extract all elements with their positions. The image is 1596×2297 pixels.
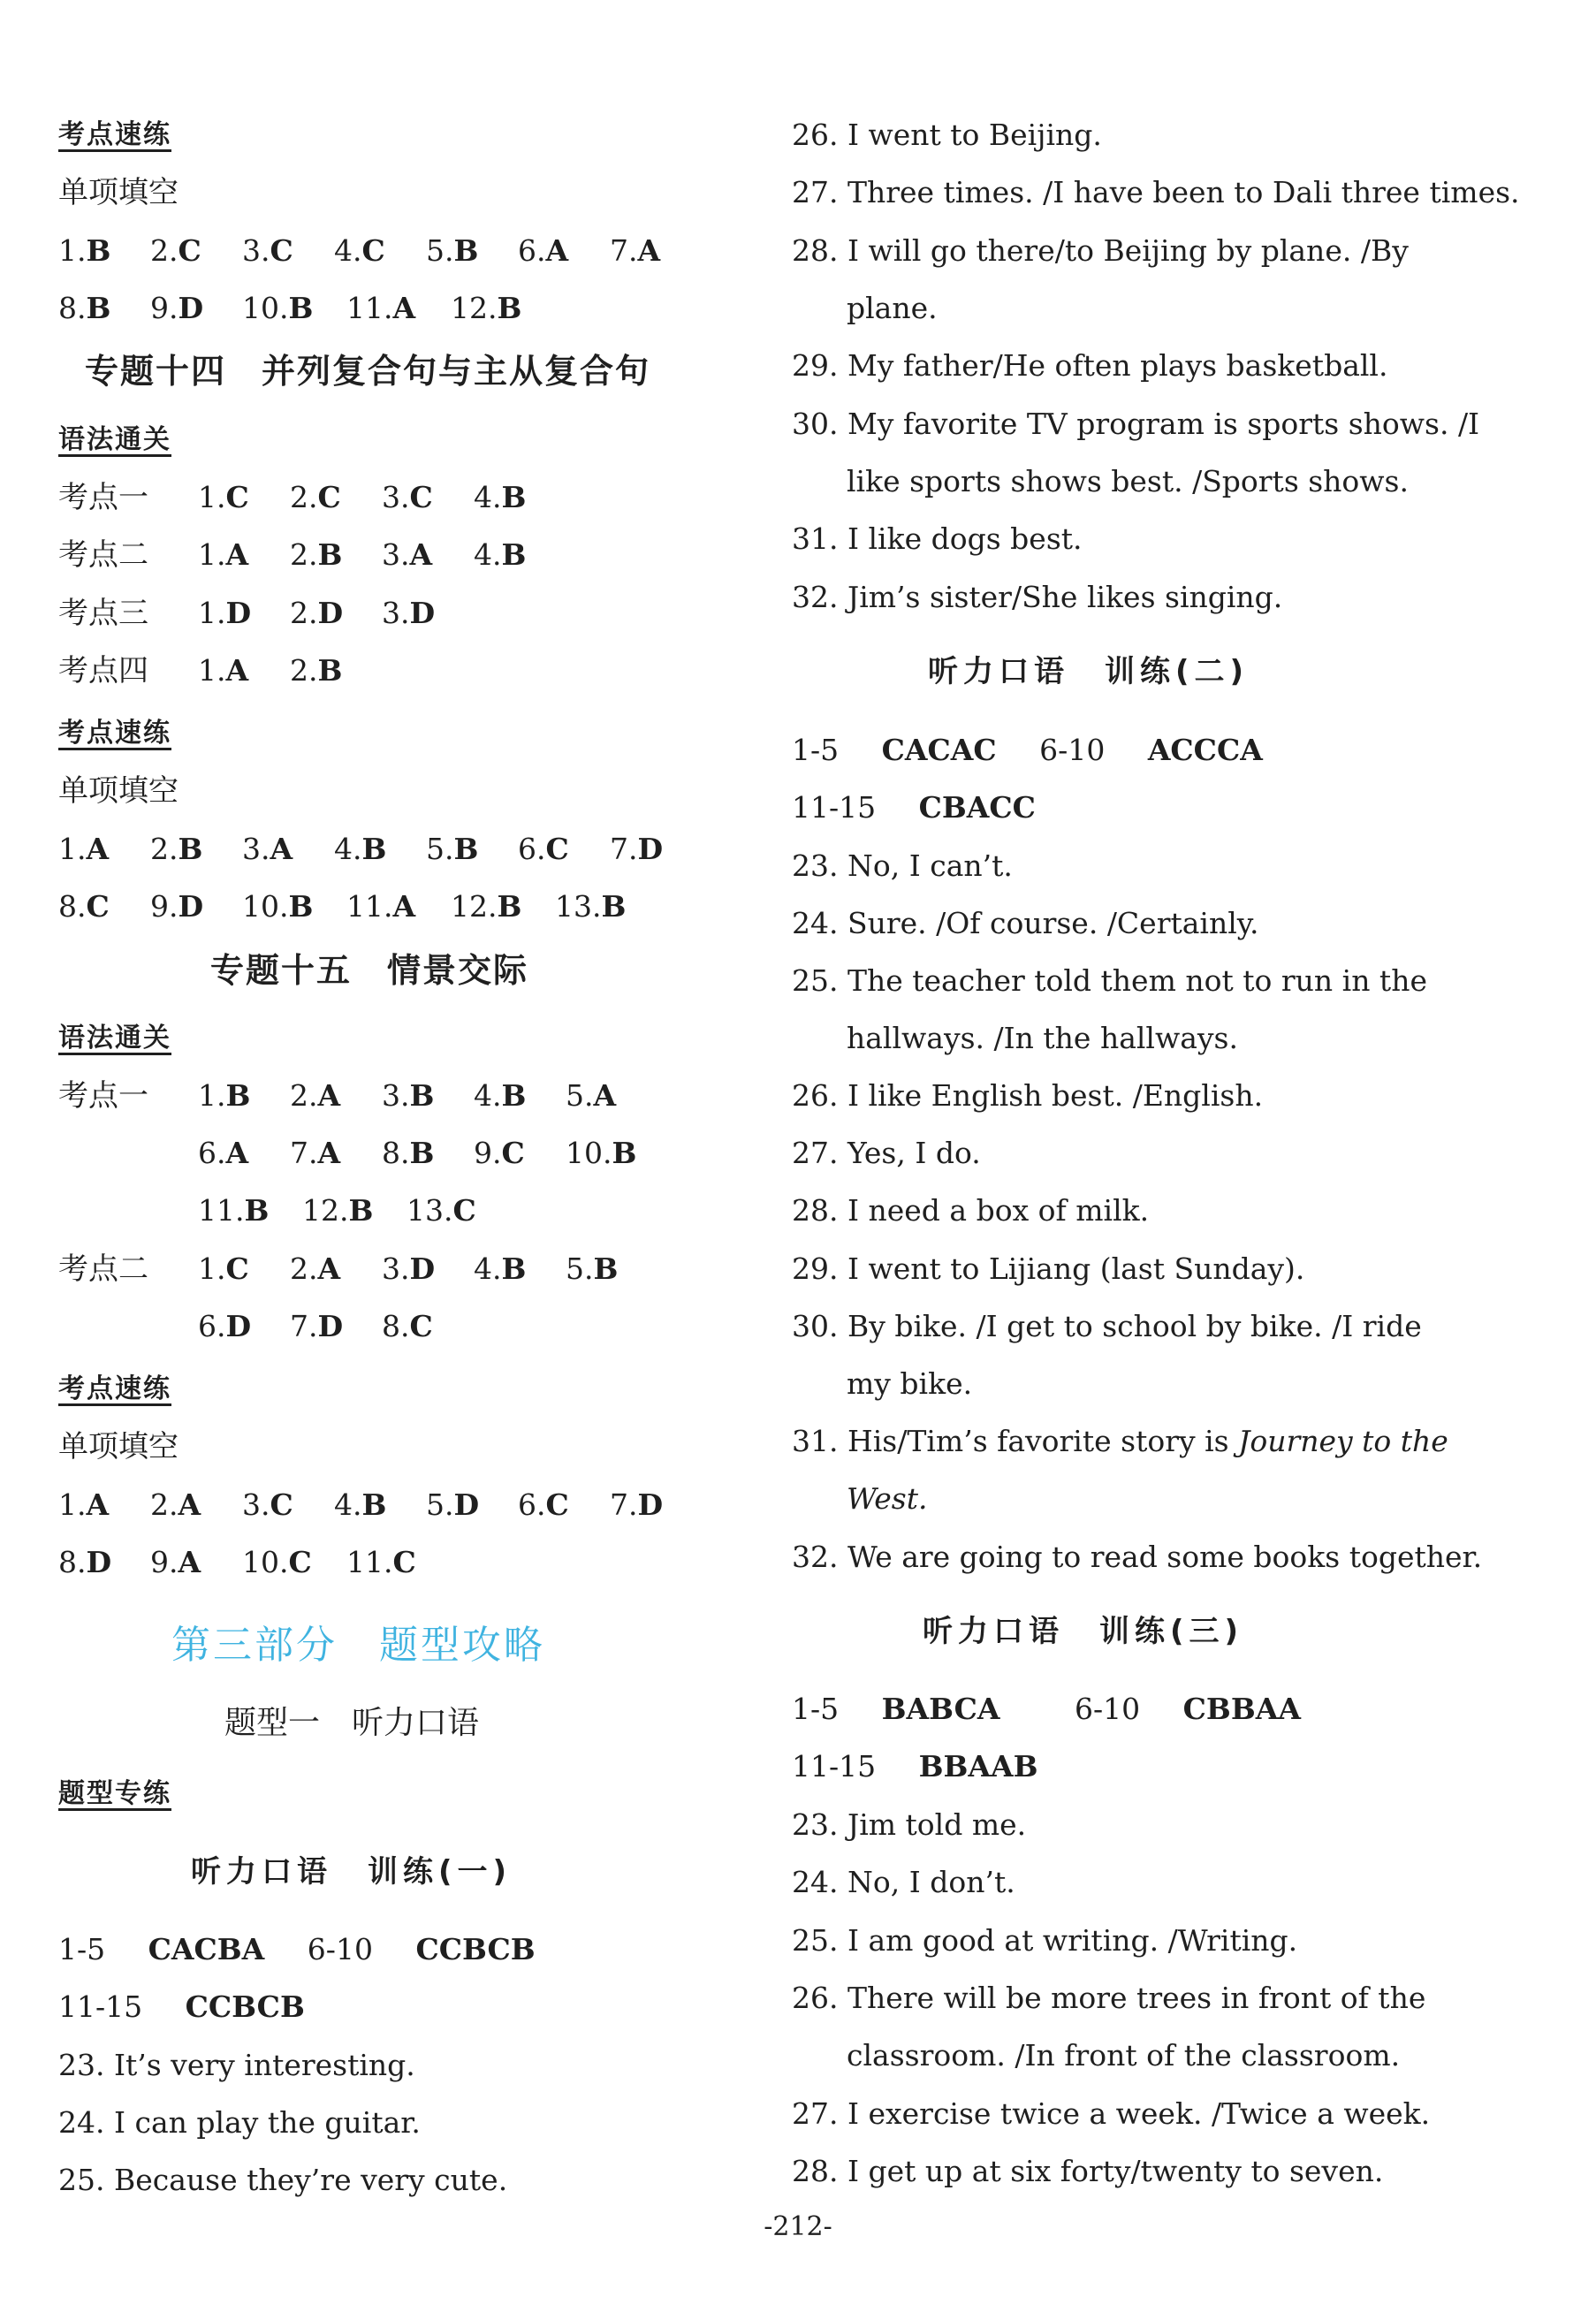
- item-answer: A: [392, 889, 416, 924]
- item-answer: B: [225, 1078, 251, 1113]
- point-label: 考点四: [58, 653, 148, 688]
- item-answer: B: [409, 1136, 435, 1170]
- item-answer: B: [86, 291, 111, 325]
- answer-line: 27. I exercise twice a week. /Twice a week.: [792, 2096, 1431, 2131]
- item-number: 8.: [382, 1136, 410, 1170]
- item-number: 11.: [346, 291, 393, 325]
- answer-line: 26. I went to Beijing.: [792, 118, 1102, 152]
- answer-item: [242, 832, 293, 867]
- item-answer: A: [225, 537, 249, 572]
- answer-letters: ACCCA: [1147, 733, 1263, 767]
- answer-item: [198, 1251, 249, 1287]
- answer-item: [58, 291, 110, 326]
- item-answer: C: [270, 1487, 293, 1522]
- item-number: 10.: [242, 291, 289, 325]
- answer-item: [382, 596, 435, 631]
- answer-line-continued: [847, 1481, 927, 1517]
- answer-item: [346, 889, 415, 924]
- item-number: 2.: [150, 233, 179, 268]
- answer-letters: CACBA: [148, 1932, 265, 1966]
- item-answer: B: [501, 1251, 527, 1286]
- answer-item: [610, 233, 660, 269]
- topic-title: 专题十五 情景交际: [210, 951, 529, 990]
- item-answer: C: [317, 480, 341, 514]
- section-header: 语法通关: [58, 424, 171, 455]
- item-number: 10.: [242, 889, 289, 924]
- item-number: 1.: [198, 537, 226, 572]
- range-label: 6-10: [1039, 733, 1106, 767]
- item-answer: B: [86, 233, 111, 268]
- point-label: 考点三: [58, 596, 148, 631]
- range-label: 1-5: [58, 1932, 106, 1966]
- item-number: 2.: [150, 1487, 179, 1522]
- item-number: 1.: [58, 1487, 87, 1522]
- item-number: 1.: [198, 1251, 226, 1286]
- answer-row: [792, 1749, 1038, 1784]
- answer-line: 27. Three times. /I have been to Dali three times.: [792, 175, 1520, 209]
- answer-item: [566, 1078, 616, 1114]
- item-number: 8.: [382, 1309, 410, 1343]
- item-answer: D: [225, 596, 252, 630]
- answer-item: [242, 889, 313, 924]
- item-number: 3.: [382, 480, 410, 514]
- item-number: 7.: [610, 832, 638, 866]
- answer-item: [407, 1193, 476, 1228]
- item-answer: B: [244, 1193, 270, 1228]
- item-answer: C: [361, 233, 385, 268]
- point-label: 考点二: [58, 1251, 148, 1287]
- item-number: 3.: [382, 1078, 410, 1113]
- item-number: 2.: [290, 653, 318, 688]
- item-number: 6.: [518, 1487, 546, 1522]
- item-answer: A: [317, 1136, 341, 1170]
- item-answer: B: [317, 653, 343, 688]
- item-number: 4.: [474, 480, 502, 514]
- answer-line: 25. I am good at writing. /Writing.: [792, 1923, 1298, 1958]
- item-number: 8.: [58, 1545, 87, 1579]
- answer-item: [198, 596, 251, 631]
- answer-line: 32. Jim’s sister/She likes singing.: [792, 580, 1283, 614]
- item-number: 8.: [58, 889, 87, 924]
- answer-letters: CBBAA: [1182, 1692, 1301, 1726]
- item-answer: A: [593, 1078, 617, 1113]
- range-label: 11-15: [792, 1749, 877, 1784]
- item-number: 10.: [566, 1136, 612, 1170]
- item-answer: D: [317, 596, 344, 630]
- answer-item: [198, 1136, 248, 1171]
- answer-item: [451, 889, 521, 924]
- item-answer: B: [178, 832, 203, 866]
- training-title: 听力口语 训练(一): [191, 1854, 513, 1890]
- item-number: 12.: [451, 291, 498, 325]
- answer-item: [150, 889, 203, 924]
- item-number: 11.: [198, 1193, 245, 1228]
- answer-line: [792, 1424, 1448, 1459]
- answer-item: [382, 1251, 435, 1287]
- item-number: 1.: [198, 653, 226, 688]
- answer-item: [346, 291, 415, 326]
- item-number: 1.: [58, 233, 87, 268]
- item-number: 2.: [290, 480, 318, 514]
- answer-letters: CCBCB: [415, 1932, 536, 1966]
- item-number: 9.: [150, 291, 179, 325]
- range-label: 11-15: [58, 1989, 143, 2024]
- answer-item: [334, 233, 385, 269]
- answer-item: [198, 537, 248, 573]
- answer-item: [566, 1136, 636, 1171]
- answer-line: 25. The teacher told them not to run in the: [792, 963, 1427, 998]
- section-header: 语法通关: [58, 1023, 171, 1053]
- answer-line: 23. It’s very interesting.: [58, 2048, 415, 2082]
- item-number: 4.: [334, 1487, 362, 1522]
- item-answer: A: [637, 233, 661, 268]
- item-answer: C: [409, 480, 433, 514]
- item-number: 4.: [474, 1078, 502, 1113]
- answer-letters: BABCA: [881, 1692, 1000, 1726]
- item-answer: C: [86, 889, 110, 924]
- answer-item: [150, 233, 201, 269]
- item-answer: C: [270, 233, 293, 268]
- answer-item: [198, 653, 248, 688]
- answer-letters: CACAC: [881, 733, 997, 767]
- answer-item: [242, 291, 313, 326]
- answer-item: [290, 1309, 343, 1344]
- range-label: 1-5: [792, 733, 840, 767]
- item-answer: A: [317, 1078, 341, 1113]
- answer-item: [382, 1136, 434, 1171]
- item-number: 6.: [198, 1309, 226, 1343]
- item-number: 1.: [198, 480, 226, 514]
- answer-item: [555, 889, 626, 924]
- item-answer: C: [501, 1136, 525, 1170]
- answer-item: [382, 1078, 434, 1114]
- item-number: 2.: [290, 537, 318, 572]
- point-label: 考点一: [58, 480, 148, 515]
- answer-line: 28. I need a box of milk.: [792, 1193, 1150, 1228]
- item-answer: A: [178, 1545, 201, 1579]
- item-number: 2.: [290, 1078, 318, 1113]
- answer-item: [382, 480, 433, 515]
- answer-row: [792, 1692, 1301, 1727]
- item-answer: B: [348, 1193, 374, 1228]
- answer-line: 29. I went to Lijiang (last Sunday).: [792, 1251, 1305, 1286]
- item-answer: B: [593, 1251, 619, 1286]
- item-number: 6.: [518, 233, 546, 268]
- item-number: 7.: [610, 1487, 638, 1522]
- item-answer: A: [86, 832, 110, 866]
- item-answer: D: [637, 832, 664, 866]
- item-answer: B: [453, 233, 479, 268]
- range-label: 11-15: [792, 790, 877, 825]
- book-title: Journey to the: [1238, 1424, 1448, 1458]
- item-number: 2.: [290, 1251, 318, 1286]
- item-number: 4.: [334, 233, 362, 268]
- item-answer: D: [225, 1309, 252, 1343]
- subsection-title: 单项填空: [58, 175, 179, 210]
- answer-item: [198, 480, 249, 515]
- item-answer: A: [178, 1487, 201, 1522]
- item-answer: C: [545, 832, 569, 866]
- item-answer: B: [288, 889, 314, 924]
- subsection-title: 单项填空: [58, 1429, 179, 1464]
- answer-item: [426, 1487, 479, 1523]
- answer-item: [474, 480, 526, 515]
- answer-line-continued: hallways. /In the hallways.: [847, 1021, 1238, 1055]
- item-number: 5.: [426, 233, 454, 268]
- answer-row: [792, 790, 1036, 825]
- item-number: 7.: [290, 1309, 318, 1343]
- answer-item: [290, 1078, 340, 1114]
- answer-item: [58, 1545, 111, 1580]
- item-number: 4.: [474, 1251, 502, 1286]
- section-header: 题型专练: [58, 1778, 171, 1809]
- answer-letters: CCBCB: [185, 1989, 305, 2024]
- answer-item: [566, 1251, 618, 1287]
- item-answer: C: [225, 480, 249, 514]
- item-number: 9.: [150, 1545, 179, 1579]
- item-answer: C: [178, 233, 201, 268]
- answer-item: [242, 1545, 312, 1580]
- item-answer: B: [501, 537, 527, 572]
- answer-item: [382, 537, 432, 573]
- item-number: 3.: [382, 537, 410, 572]
- item-answer: A: [545, 233, 569, 268]
- answer-item: [242, 1487, 293, 1523]
- item-number: 6.: [198, 1136, 226, 1170]
- item-number: 13.: [407, 1193, 453, 1228]
- answer-item: [610, 1487, 663, 1523]
- topic-title: 专题十四 并列复合句与主从复合句: [85, 352, 651, 391]
- answer-item: [518, 832, 569, 867]
- item-answer: B: [317, 537, 343, 572]
- item-answer: B: [361, 1487, 387, 1522]
- item-answer: C: [409, 1309, 433, 1343]
- answer-line: 30. By bike. /I get to school by bike. /I ride: [792, 1309, 1422, 1343]
- item-answer: A: [270, 832, 293, 866]
- answer-item: [58, 832, 109, 867]
- answer-line: 31. I like dogs best.: [792, 521, 1083, 556]
- item-answer: D: [637, 1487, 664, 1522]
- answer-item: [58, 1487, 109, 1523]
- answer-item: [610, 832, 663, 867]
- answer-line-continued: plane.: [847, 291, 938, 325]
- item-number: 2.: [290, 596, 318, 630]
- answer-item: [242, 233, 293, 269]
- item-number: 7.: [610, 233, 638, 268]
- item-number: 9.: [150, 889, 179, 924]
- item-number: 5.: [426, 832, 454, 866]
- answer-item: [382, 1309, 433, 1344]
- answer-item: [426, 233, 478, 269]
- answer-row: [58, 1989, 305, 2025]
- item-number: 2.: [150, 832, 179, 866]
- answer-line: 23. Jim told me.: [792, 1807, 1027, 1842]
- answer-item: [198, 1193, 269, 1228]
- item-number: 7.: [290, 1136, 318, 1170]
- item-answer: D: [317, 1309, 344, 1343]
- item-number: 1.: [198, 1078, 226, 1113]
- item-number: 12.: [302, 1193, 349, 1228]
- answer-line: 32. We are going to read some books together.: [792, 1540, 1483, 1574]
- answer-item: [150, 291, 203, 326]
- item-answer: C: [545, 1487, 569, 1522]
- item-number: 1.: [198, 596, 226, 630]
- item-answer: B: [501, 1078, 527, 1113]
- answer-item: [474, 537, 526, 573]
- answer-item: [290, 1136, 340, 1171]
- answer-line-continued: like sports shows best. /Sports shows.: [847, 464, 1409, 498]
- item-answer: C: [225, 1251, 249, 1286]
- answer-letters: CBACC: [918, 790, 1036, 825]
- item-answer: C: [288, 1545, 312, 1579]
- point-label: 考点二: [58, 537, 148, 573]
- item-answer: B: [288, 291, 314, 325]
- answer-row: [58, 1932, 536, 1967]
- item-answer: B: [497, 889, 522, 924]
- answer-row: [792, 733, 1263, 768]
- answer-item: [150, 832, 202, 867]
- item-number: 4.: [474, 537, 502, 572]
- item-number: 3.: [382, 596, 410, 630]
- answer-item: [426, 832, 478, 867]
- answer-line: 24. I can play the guitar.: [58, 2105, 421, 2140]
- item-number: 6.: [518, 832, 546, 866]
- answer-item: [302, 1193, 373, 1228]
- answer-line: 27. Yes, I do.: [792, 1136, 981, 1170]
- answer-line: 25. Because they’re very cute.: [58, 2163, 508, 2197]
- answer-line: 26. There will be more trees in front of the: [792, 1981, 1426, 2015]
- item-answer: A: [409, 537, 433, 572]
- item-answer: A: [225, 1136, 249, 1170]
- item-number: 13.: [555, 889, 602, 924]
- item-answer: B: [612, 1136, 637, 1170]
- answer-item: [474, 1078, 526, 1114]
- item-answer: D: [409, 1251, 436, 1286]
- question-type-title: 题型一 听力口语: [224, 1705, 480, 1741]
- answer-line: 28. I get up at six forty/twenty to seven.: [792, 2154, 1384, 2188]
- answer-line: 23. No, I can’t.: [792, 848, 1013, 883]
- answer-line: 24. Sure. /Of course. /Certainly.: [792, 906, 1259, 940]
- item-answer: B: [361, 832, 387, 866]
- range-label: 1-5: [792, 1692, 840, 1726]
- answer-item: [518, 1487, 569, 1523]
- item-answer: C: [452, 1193, 476, 1228]
- book-title: West.: [847, 1481, 928, 1516]
- item-answer: D: [409, 596, 436, 630]
- item-answer: D: [86, 1545, 112, 1579]
- section-header: 考点速练: [58, 718, 171, 749]
- item-number: 3.: [242, 832, 270, 866]
- section-header: 考点速练: [58, 1373, 171, 1404]
- answer-item: [58, 889, 110, 924]
- item-answer: D: [178, 291, 204, 325]
- item-answer: A: [225, 653, 249, 688]
- answer-item: [290, 1251, 340, 1287]
- item-answer: A: [86, 1487, 110, 1522]
- answer-line: 26. I like English best. /English.: [792, 1078, 1264, 1113]
- answer-text: 31. His/Tim’s favorite story is: [792, 1424, 1239, 1458]
- answer-item: [150, 1545, 201, 1580]
- range-label: 6-10: [307, 1932, 373, 1966]
- answer-item: [474, 1251, 526, 1287]
- answer-item: [58, 233, 110, 269]
- answer-line-continued: classroom. /In front of the classroom.: [847, 2038, 1401, 2073]
- item-number: 11.: [346, 1545, 393, 1579]
- page-number: -212-: [764, 2211, 832, 2242]
- item-number: 1.: [58, 832, 87, 866]
- answer-item: [290, 480, 341, 515]
- answer-item: [474, 1136, 525, 1171]
- item-number: 9.: [474, 1136, 502, 1170]
- item-number: 4.: [334, 832, 362, 866]
- item-number: 5.: [566, 1251, 594, 1286]
- training-title: 听力口语 训练(二): [928, 654, 1250, 689]
- answer-item: [334, 1487, 386, 1523]
- answer-letters: BBAAB: [918, 1749, 1038, 1784]
- answer-item: [518, 233, 568, 269]
- item-number: 3.: [242, 233, 270, 268]
- item-number: 10.: [242, 1545, 289, 1579]
- item-answer: B: [501, 480, 527, 514]
- item-number: 12.: [451, 889, 498, 924]
- item-number: 5.: [426, 1487, 454, 1522]
- item-number: 8.: [58, 291, 87, 325]
- answer-line: 30. My favorite TV program is sports shows. /I: [792, 407, 1480, 441]
- answer-line-continued: my bike.: [847, 1366, 973, 1401]
- item-answer: B: [601, 889, 627, 924]
- item-number: 11.: [346, 889, 393, 924]
- item-answer: A: [317, 1251, 341, 1286]
- item-answer: D: [453, 1487, 480, 1522]
- answer-item: [290, 653, 342, 688]
- range-label: 6-10: [1075, 1692, 1141, 1726]
- answer-item: [198, 1309, 251, 1344]
- item-answer: B: [497, 291, 522, 325]
- part-title: 第三部分 题型攻略: [171, 1623, 545, 1668]
- item-answer: B: [409, 1078, 435, 1113]
- item-answer: A: [392, 291, 416, 325]
- subsection-title: 单项填空: [58, 773, 179, 809]
- answer-line: 29. My father/He often plays basketball.: [792, 348, 1388, 383]
- item-number: 5.: [566, 1078, 594, 1113]
- answer-line: 24. No, I don’t.: [792, 1865, 1015, 1899]
- answer-item: [451, 291, 521, 326]
- answer-item: [290, 596, 343, 631]
- section-header: 考点速练: [58, 119, 171, 150]
- answer-item: [198, 1078, 250, 1114]
- item-answer: D: [178, 889, 204, 924]
- point-label: 考点一: [58, 1078, 148, 1114]
- answer-line: 28. I will go there/to Beijing by plane. /By: [792, 233, 1409, 268]
- answer-item: [150, 1487, 201, 1523]
- training-title: 听力口语 训练(三): [923, 1614, 1244, 1649]
- item-answer: B: [453, 832, 479, 866]
- answer-item: [334, 832, 386, 867]
- item-number: 3.: [242, 1487, 270, 1522]
- item-answer: C: [392, 1545, 416, 1579]
- item-number: 3.: [382, 1251, 410, 1286]
- answer-item: [290, 537, 342, 573]
- answer-item: [346, 1545, 416, 1580]
